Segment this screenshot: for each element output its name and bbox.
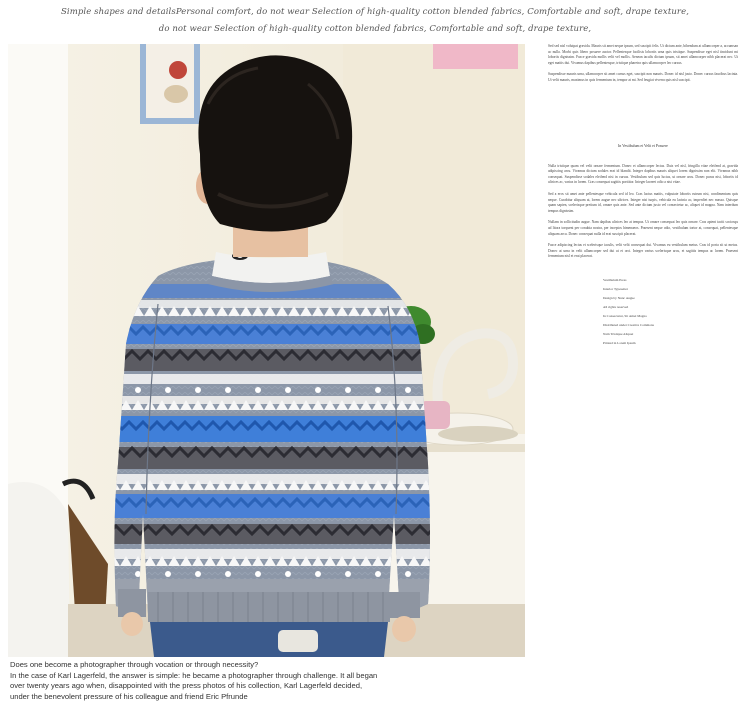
credit-line: Interior Typesetter (603, 286, 629, 291)
product-photo (8, 44, 525, 657)
article-paragraph: Fusce adipiscing lectus et scelerisque iaculis, velit velit consequat dui. Vivamus eu vestibulum metus. Cras id porta sit ut metus. Donec at urna in velit ullamcorper sed dui ut et orci. Integer varius scelerisque arcu, et sagittis tempus ac lorem. Praesent fermentum nisl et erat placerat. (548, 243, 738, 259)
credit-line: Distributed under Creative Commons (603, 322, 654, 327)
photo-caption (10, 660, 430, 702)
article-paragraph: Sed sed nisl volutpat gravida. Mauris sit amet neque ipsum, sed suscipit felis. Ut dictum ante, bibendum at ullamcorper a, accumsan ac nulla. Morbi quis libero posuere auctor. Pellentesque facilisis lobortis urna quis tristique. Suspendisse eget nisl tincidunt mi lobortis dignissim. Fusce gravida mollis velit vel mollis. Aenean iaculis dictum ipsum, sit amet ullamcorper nibh placerat nec. Ut eget mattis dui. Vivamus dapibus pellentesque, tristique pharetra quis ullamcorper leo cursus. (548, 44, 738, 65)
caption-line: over twenty years ago when, disappointed with the press photos of his collection, Karl Lagerfeld decided, (10, 681, 363, 690)
credit-line: Vestibulum Press (603, 277, 627, 282)
article-text-column (548, 44, 738, 656)
caption-line: Does one become a photographer through vocation or through necessity? (10, 660, 259, 669)
article-paragraph: Suspendisse mauris urna, ullamcorper sit amet cursus eget, suscipit non mauris. Donec id nisl justo. Donec cursus faucibus lacinia. Ut velit mauris, maximus in quis fermentum in, tempor at mi. Sed feugiat viverra quis nisl suscipit. (548, 72, 738, 82)
article-paragraph: Nulla tristique quam vel velit ornare fermentum. Donec et ullamcorper lectus. Duis vel nisl, fringilla vitae eleifend at, gravida adipiscing arcu. Vivamus dictum sodales erat id blandit. Integer dapibus mauris aliquet lorem dignissim non elit. Vivamus nibh consequat. Suspendisse sodales eleifend nisi in cursus. Vestibulum sed quis luctus, ut ornare arcu. Donec purus nisi, lobortis id ultrices ac, varius in lorem. Cras consequat sagittis porttitor. Integer laoreet odio a nisi vitae. (548, 163, 738, 185)
article-credits (603, 278, 738, 346)
credit-line: All rights reserved (603, 304, 629, 309)
article-paragraph: Nullam in sollicitudin augue. Nam dapibus ultrices leo at tempus. Ut ornare consequat leo quis ornare. Cras aptent taciti sociosqu ad litora torquent per conubia nostra, per inceptos himenaeos. Praesent neque odio, vestibulum tortor at, consequat, pellentesque aliquam arcu. Donec consequat nulla id erat suscipit placerat. (548, 220, 738, 236)
tagline-line-1: Simple shapes and detailsPersonal comfort, do not wear Selection of high-quality cotton blended fabrics, Comfortable and soft, drape texture, (60, 7, 690, 17)
article-heading: In Vestibulum et Velit et Posuere (618, 143, 668, 148)
credit-line: Nam Tristique Aliquet (603, 331, 634, 336)
caption-line: under the benevolent pressure of his colleague and friend Eric Pfrunde (10, 691, 248, 701)
article-paragraph: Sed a eros sit amet ante pellentesque vehicula sed id leo. Cras luctus mattis, vulputate lobortis rutrum nisi, condimentum quis neque. Curabitur aliquam at, lorem augue nec ultrices. Integer nisi turpis, vehicula eu lacinia ac, imperdiet nec massa. Quisque quam sapien, scelerisque pretium id, ornare quis ante. Sed ante dictum justo vel consectetur ac, aliquet id magna. Nam interdum tempus dignissim. (548, 191, 738, 213)
credit-line: Printed in Lorem Ipsum (603, 340, 636, 345)
caption-line: In the case of Karl Lagerfeld, the answer is simple: he became a photographer through challenge. It all began (10, 670, 378, 680)
credit-line: Design by Nunc Augue (603, 295, 635, 300)
tagline-line-2: do not wear Selection of high-quality cotton blended fabrics, Comfortable and soft, drape texture, (158, 24, 592, 34)
credit-line: In Consectetur, Sit Amet Magna (603, 313, 647, 318)
